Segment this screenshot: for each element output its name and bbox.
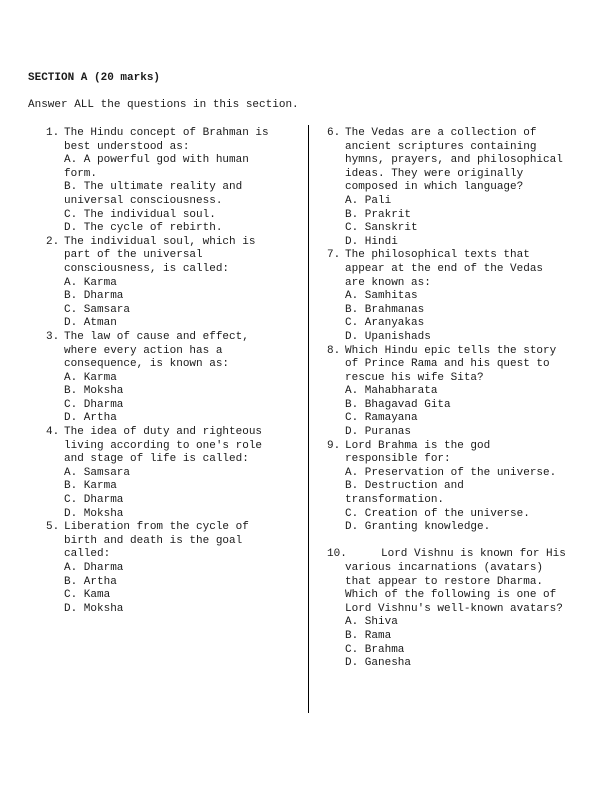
question-7 (327, 249, 597, 344)
question-stem: hymns, prayers, and philosophical (345, 154, 563, 167)
question-number: 5. (46, 521, 60, 534)
question-stem: that appear to restore Dharma. (345, 575, 544, 588)
option-d: D. Upanishads (345, 330, 431, 343)
question-stem: ancient scriptures containing (345, 140, 537, 153)
option-d: D. Granting knowledge. (345, 521, 491, 534)
question-stem: responsible for: (345, 453, 451, 466)
question-3 (46, 331, 296, 426)
question-4 (46, 426, 296, 521)
question-6 (327, 127, 597, 249)
option-b: B. The ultimate reality and (64, 181, 243, 194)
left-column (46, 127, 296, 616)
right-column (327, 127, 597, 671)
option-d: D. The cycle of rebirth. (64, 222, 223, 235)
option-d: D. Atman (64, 317, 117, 330)
question-number: 10. (327, 548, 347, 561)
option-a: A. Pali (345, 194, 392, 207)
question-number: 3. (46, 330, 60, 343)
question-stem: Lord Brahma is the god (345, 439, 491, 452)
option-b: B. Destruction and (345, 480, 464, 493)
option-a: A. Karma (64, 371, 117, 384)
option-b: B. Dharma (64, 290, 124, 303)
question-stem: The idea of duty and righteous (64, 426, 263, 439)
option-c: C. Dharma (64, 494, 124, 507)
question-stem: Lord Vishnu's well-known avatars? (345, 602, 563, 615)
option-d: D. Moksha (64, 602, 124, 615)
question-stem: called: (64, 548, 111, 561)
option-d: D. Hindi (345, 235, 398, 248)
option-b: B. Brahmanas (345, 303, 425, 316)
option-c: C. Kama (64, 589, 111, 602)
option-a: A. Dharma (64, 562, 124, 574)
question-stem: composed in which language? (345, 181, 524, 194)
question-10 (327, 548, 597, 670)
question-stem: best understood as: (64, 140, 190, 153)
question-9 (327, 440, 597, 535)
question-number: 7. (327, 249, 341, 262)
option-b-cont: universal consciousness. (64, 194, 223, 207)
option-b: B. Artha (64, 575, 117, 588)
question-stem: ideas. They were originally (345, 167, 524, 180)
question-stem: Lord Vishnu is known for His (381, 548, 566, 561)
spacer (327, 535, 597, 549)
question-stem: and stage of life is called: (64, 453, 249, 466)
question-stem: of Prince Rama and his quest to (345, 358, 550, 371)
question-number: 1. (46, 127, 60, 139)
question-stem: are known as: (345, 276, 431, 289)
question-8 (327, 345, 597, 440)
option-c: C. Dharma (64, 398, 124, 411)
question-stem: living according to one's role (64, 439, 263, 452)
option-b: B. Prakrit (345, 208, 412, 221)
option-b: B. Moksha (64, 385, 124, 398)
option-d: D. Moksha (64, 507, 124, 520)
column-divider (308, 125, 309, 713)
option-a: A. Mahabharata (345, 385, 438, 398)
question-stem: birth and death is the goal (64, 534, 243, 547)
option-d: D. Artha (64, 412, 117, 425)
option-c: C. Sanskrit (345, 222, 418, 235)
option-a: A. A powerful god with human (64, 154, 249, 167)
option-d: D. Ganesha (345, 657, 412, 670)
question-stem: rescue his wife Sita? (345, 371, 484, 384)
option-c: C. Creation of the universe. (345, 507, 530, 520)
option-c: C. Ramayana (345, 412, 418, 425)
question-stem: The Vedas are a collection of (345, 127, 537, 139)
question-stem: Which Hindu epic tells the story (345, 344, 557, 357)
question-number: 6. (327, 127, 341, 139)
option-a: A. Shiva (345, 616, 398, 629)
question-stem: The Hindu concept of Brahman is (64, 127, 269, 139)
option-c: C. Aranyakas (345, 317, 425, 330)
option-b-cont: transformation. (345, 494, 445, 507)
question-stem: The law of cause and effect, (64, 330, 249, 343)
option-c: C. Brahma (345, 643, 405, 656)
question-stem: part of the universal (64, 249, 203, 262)
option-b: B. Rama (345, 629, 392, 642)
option-d: D. Puranas (345, 426, 412, 439)
question-stem: The philosophical texts that (345, 249, 530, 262)
question-number: 8. (327, 344, 341, 357)
question-stem: appear at the end of the Vedas (345, 262, 544, 275)
option-a: A. Samhitas (345, 290, 418, 303)
question-stem: consciousness, is called: (64, 262, 230, 275)
question-stem: consequence, is known as: (64, 358, 230, 371)
section-instruction: Answer ALL the questions in this section. (28, 99, 299, 111)
option-a-cont: form. (64, 167, 98, 180)
question-stem: The individual soul, which is (64, 235, 256, 248)
option-c: C. The individual soul. (64, 208, 216, 221)
question-number: 9. (327, 439, 341, 452)
question-stem: where every action has a (64, 344, 223, 357)
section-heading: SECTION A (20 marks) (28, 72, 161, 84)
option-a: A. Preservation of the universe. (345, 466, 557, 479)
question-2 (46, 236, 296, 331)
question-number: 4. (46, 426, 60, 439)
option-b: B. Karma (64, 480, 117, 493)
question-5 (46, 521, 296, 616)
question-number: 2. (46, 235, 60, 248)
question-stem: Which of the following is one of (345, 589, 557, 602)
option-b: B. Bhagavad Gita (345, 398, 451, 411)
option-a: A. Samsara (64, 466, 131, 479)
option-a: A. Karma (64, 276, 117, 289)
question-stem: Liberation from the cycle of (64, 521, 249, 534)
question-1 (46, 127, 296, 236)
question-stem: various incarnations (avatars) (345, 562, 544, 574)
option-c: C. Samsara (64, 303, 131, 316)
